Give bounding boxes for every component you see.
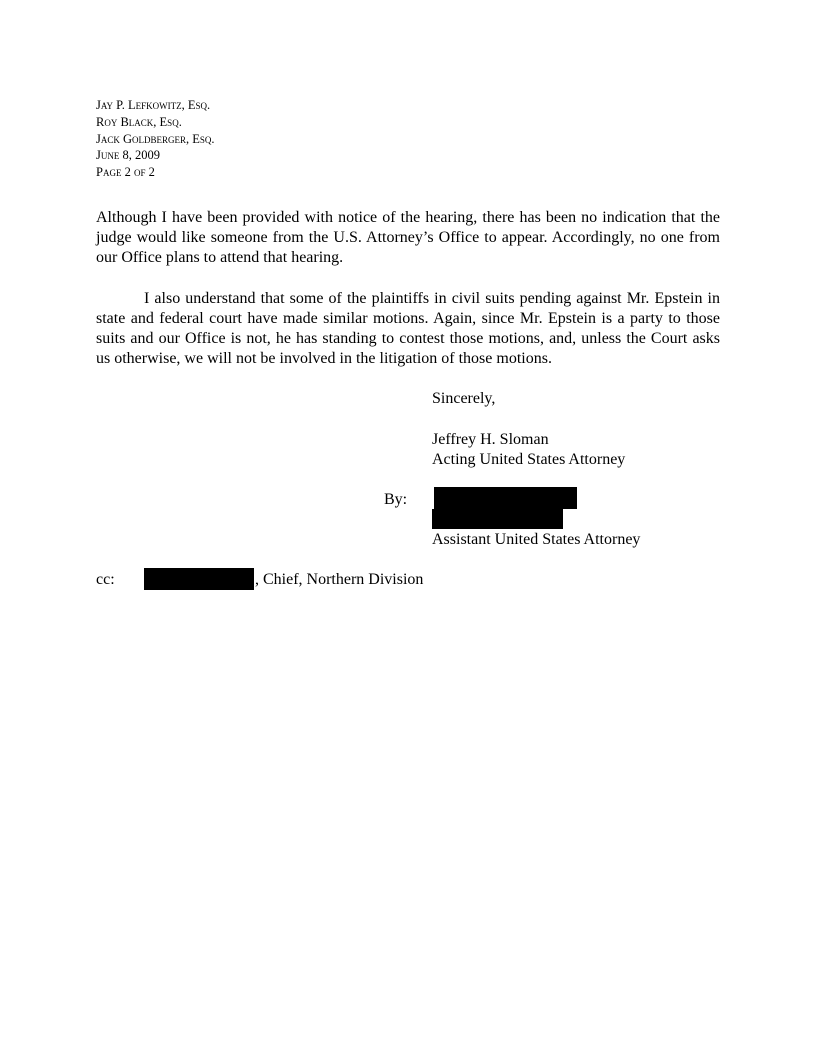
signature-closing: Sincerely, xyxy=(432,390,496,407)
letter-date: June 8, 2009 xyxy=(96,148,160,163)
letter-header xyxy=(96,97,215,181)
addressee-line: Roy Black, Esq. xyxy=(96,114,182,129)
body-paragraph-2: I also understand that some of the plaintiffs in civil suits pending against Mr. Epstein in state and federal court have made similar motions. Again, since Mr. Epstein is a party to those suits and our Office is not, he has standing to contest those motions, and, unless the Court asks us otherwise, we will not be involved in the litigation of those motions. xyxy=(96,290,720,367)
signatory-name: Jeffrey H. Sloman xyxy=(432,431,549,448)
signatory-title: Acting United States Attorney xyxy=(432,451,626,468)
addressee-line: Jack Goldberger, Esq. xyxy=(96,131,215,146)
page-number: Page 2 of 2 xyxy=(96,165,155,180)
addressee-line: Jay P. Lefkowitz, Esq. xyxy=(96,98,211,112)
redaction-box xyxy=(432,509,563,529)
redaction-box xyxy=(434,487,577,509)
redaction-box xyxy=(144,568,254,590)
body-paragraph-1: Although I have been provided with notice of the hearing, there has been no indication that the judge would like someone from the U.S. Attorney’s Office to appear. Accordingly, no one from our Office plans to attend that hearing. xyxy=(96,209,720,266)
by-label: By: xyxy=(384,491,408,508)
cc-label: cc: xyxy=(96,571,115,588)
cc-recipient-title: , Chief, Northern Division xyxy=(255,571,424,588)
signer-title: Assistant United States Attorney xyxy=(432,531,641,548)
